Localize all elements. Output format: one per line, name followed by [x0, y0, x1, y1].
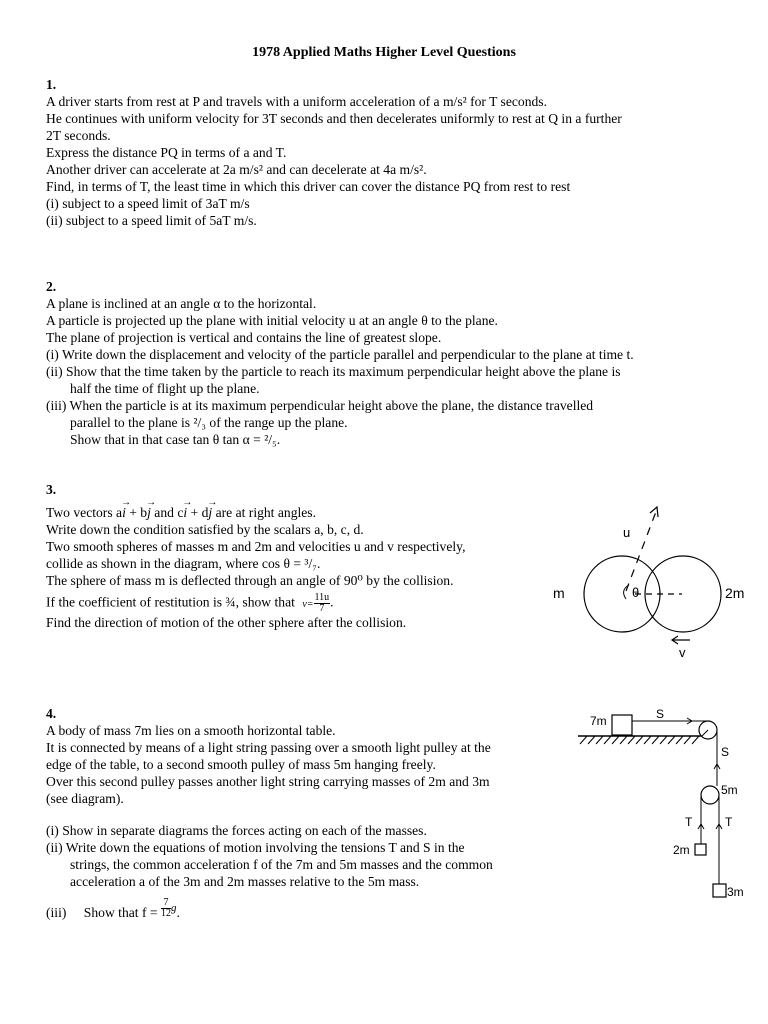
page-title: 1978 Applied Maths Higher Level Questions [252, 45, 516, 60]
q1-line-4: Express the distance PQ in terms of a and T. [46, 145, 287, 160]
q2-line-1: A plane is inclined at an angle α to the horizontal. [46, 296, 317, 311]
block-3m [713, 884, 726, 897]
q1-line-8: (ii) subject to a speed limit of 5aT m/s. [46, 213, 257, 228]
q3-restitution-text: If the coefficient of restitution is ¾, show that [46, 594, 295, 610]
q3-line-3: Two smooth spheres of masses m and 2m and velocities u and v respectively, [46, 539, 466, 554]
question-number: 4. [46, 706, 57, 721]
q3-text-c: and c [150, 505, 184, 520]
q3-vectors-line [46, 497, 465, 521]
label-s-side: S [721, 745, 730, 759]
label-t-right: T [725, 815, 733, 829]
q2-line-3: The plane of projection is vertical and contains the line of greatest slope. [46, 330, 442, 345]
f-numerator: 7 [161, 898, 171, 909]
q2-line-6: half the time of flight up the plane. [70, 381, 260, 396]
q4-line-2: It is connected by means of a light string passing over a smooth light pulley at the [46, 740, 491, 755]
q3-line-4: collide as shown in the diagram, where cos θ = ³/₇. [46, 556, 321, 571]
question-number: 1. [46, 77, 57, 92]
part-iii-label: (iii) [46, 905, 67, 920]
v-lhs: v= [302, 598, 314, 610]
q1-line-5: Another driver can accelerate at 2a m/s² and can decelerate at 4a m/s². [46, 162, 427, 177]
label-v: v [679, 645, 686, 660]
q3-line-5: The sphere of mass m is deflected through an angle of 90⁰ by the collision. [46, 573, 454, 588]
q1-line-7: (i) subject to a speed limit of 3aT m/s [46, 196, 250, 211]
theta-arc [624, 585, 629, 599]
sphere-2m [645, 556, 721, 632]
u-direction-line [626, 509, 657, 591]
label-2m: 2m [725, 585, 745, 601]
theta-label: θ [632, 585, 640, 600]
q3-text-b: + b [125, 505, 148, 520]
q1-line-6: Find, in terms of T, the least time in which this driver can cover the distance PQ from rest to rest [46, 179, 571, 194]
q3-line-last: Find the direction of motion of the other sphere after the collision. [46, 615, 407, 630]
question-2 [46, 278, 634, 448]
q3-text-a: Two vectors a [46, 505, 123, 520]
q4-line-1: A body of mass 7m lies on a smooth horizontal table. [46, 723, 336, 738]
question-1 [46, 76, 622, 229]
q2-line-4: (i) Write down the displacement and velocity of the particle parallel and perpendicular to the plane at time t. [46, 347, 634, 362]
q4-part-ii-cont-2: acceleration a of the 3m and 2m masses relative to the 5m mass. [70, 874, 420, 889]
label-2m: 2m [673, 843, 690, 857]
block-2m [695, 844, 706, 855]
pulley-5m [701, 786, 719, 804]
q2-line-8: parallel to the plane is ²/₃ of the range up the plane. [70, 415, 348, 430]
label-m: m [553, 585, 565, 601]
v-fraction [314, 593, 331, 614]
part-iii-text: Show that f = [83, 905, 158, 920]
q4-line-4: Over this second pulley passes another light string carrying masses of 2m and 3m [46, 774, 490, 789]
question-4 [46, 705, 493, 921]
question-number: 2. [46, 279, 57, 294]
q4-line-5: (see diagram). [46, 791, 124, 806]
collision-diagram [540, 495, 768, 665]
q2-line-7: (iii) When the particle is at its maximum perpendicular height above the plane, the distance travelled [46, 398, 594, 413]
pulley-diagram [574, 706, 764, 906]
question-number: 3. [46, 482, 57, 497]
vector-i: → i [182, 497, 193, 520]
f-denominator: 12 [160, 908, 171, 920]
q3-line-2: Write down the condition satisfied by the scalars a, b, c, d. [46, 522, 364, 537]
q3-restitution-line: If the coefficient of restitution is ¾, show that v= $\frac{11u}{7}$ . [46, 592, 334, 614]
question-3 [46, 481, 465, 631]
table-hatching [580, 736, 699, 744]
label-u: u [623, 525, 631, 540]
f-fraction [161, 898, 171, 919]
q3-text-e: are at right angles. [212, 505, 316, 520]
q4-part-ii: (ii) Write down the equations of motion involving the tensions T and S in the [46, 840, 465, 855]
vector-j: → j [207, 497, 218, 520]
vector-j: → j [146, 497, 157, 520]
block-7m [612, 715, 632, 735]
q1-line-1: A driver starts from rest at P and travels with a uniform acceleration of a m/s² for T seconds. [46, 94, 547, 109]
q3-text-d: + d [187, 505, 209, 520]
q4-part-i: (i) Show in separate diagrams the forces acting on each of the masses. [46, 823, 427, 838]
q4-part-ii-cont-1: strings, the common acceleration f of the 7m and 5m masses and the common [70, 857, 493, 872]
v-numerator: 11u [314, 592, 330, 603]
q1-line-3: 2T seconds. [46, 128, 111, 143]
label-5m: 5m [721, 783, 738, 797]
label-t-left: T [685, 815, 693, 829]
v-denominator: 7 [319, 603, 325, 614]
label-s-top: S [656, 707, 665, 721]
q1-line-2: He continues with uniform velocity for 3T seconds and then decelerates uniformly to rest at Q in a further [46, 111, 622, 126]
q2-line-2: A particle is projected up the plane with initial velocity u at an angle θ to the plane. [46, 313, 498, 328]
vector-i: → i [121, 497, 132, 520]
q2-line-9: Show that in that case tan θ tan α = ²/₅. [70, 432, 281, 447]
q2-line-5: (ii) Show that the time taken by the particle to reach its maximum perpendicular height above the plane is [46, 364, 621, 379]
f-g: g [170, 902, 177, 914]
q4-line-3: edge of the table, to a second smooth pulley of mass 5m hanging freely. [46, 757, 436, 772]
q4-part-iii: (iii) Show that f = $\frac{7}{12}$ $^g$. [46, 897, 180, 920]
label-3m: 3m [727, 885, 744, 899]
label-7m: 7m [590, 714, 607, 728]
